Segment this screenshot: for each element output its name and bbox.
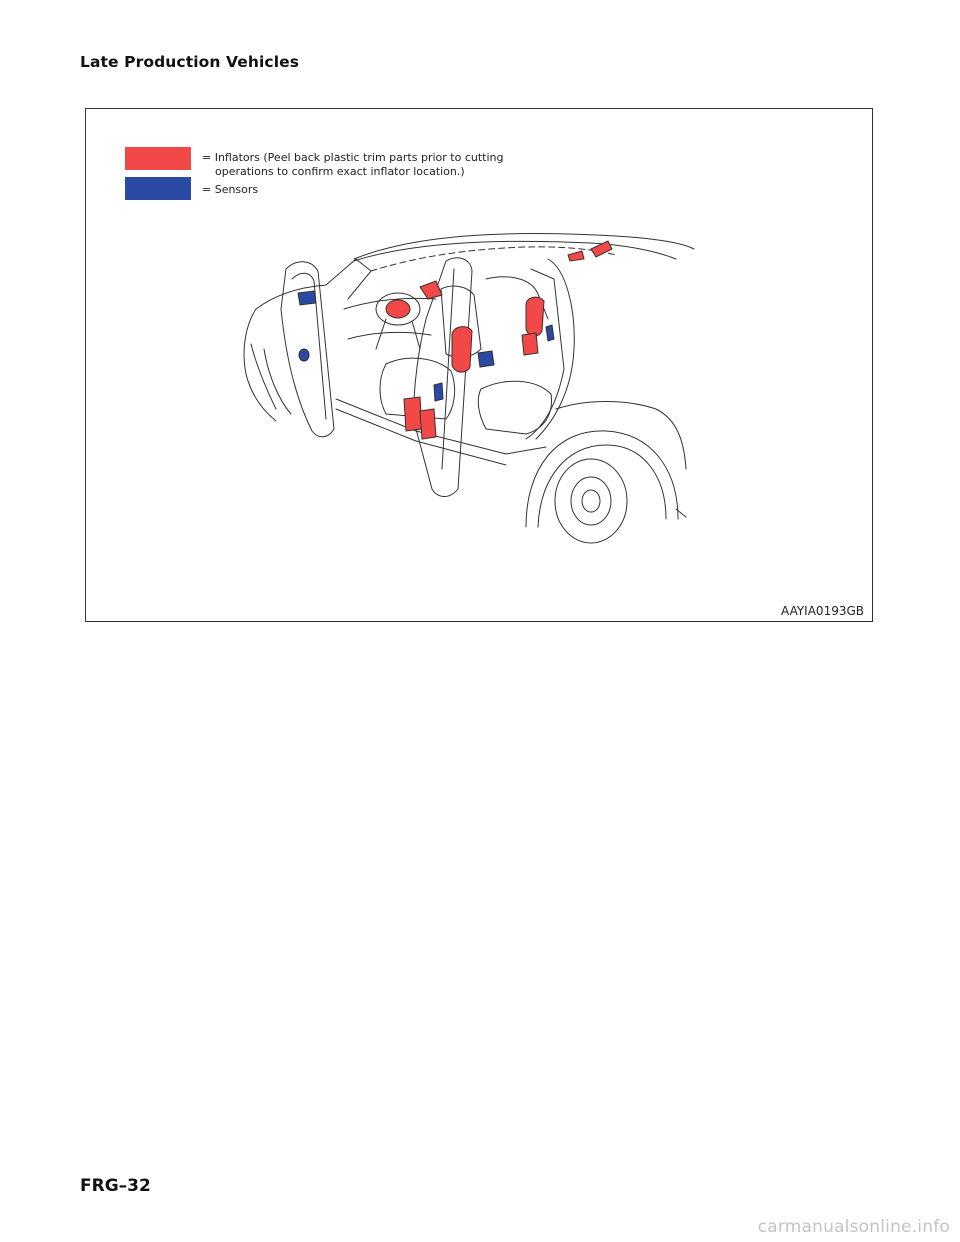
section-title: Late Production Vehicles bbox=[80, 53, 300, 71]
seat-inflator-rear bbox=[526, 297, 544, 336]
sensor-legend-text: = Sensors bbox=[202, 183, 259, 196]
sensor-markers bbox=[298, 291, 554, 401]
page-number: FRG–32 bbox=[80, 1176, 151, 1196]
rear-wheel bbox=[555, 459, 627, 543]
front-sensor bbox=[298, 291, 316, 305]
driver-airbag-inflator bbox=[386, 300, 410, 318]
inflator-markers bbox=[386, 241, 612, 439]
roof-outline bbox=[354, 234, 694, 259]
rear-seat bbox=[478, 381, 551, 434]
seat-inflator-center bbox=[452, 327, 472, 372]
rocker-inflator-1 bbox=[404, 397, 422, 431]
vehicle-illustration bbox=[86, 109, 872, 621]
hood-outline bbox=[244, 309, 276, 421]
rear-sensor bbox=[546, 325, 554, 341]
rear-door bbox=[414, 258, 472, 497]
rear-seat-buckle-inflator bbox=[522, 333, 538, 355]
center-sensor bbox=[478, 351, 494, 367]
curtain-inflator-mid bbox=[568, 251, 584, 261]
pillar-sensor bbox=[434, 383, 443, 401]
inflator-legend-line2: operations to confirm exact inflator location.) bbox=[215, 165, 465, 178]
watermark: carmanualsonline.info bbox=[757, 1217, 950, 1237]
inflator-legend-line1: = Inflators (Peel back plastic trim parts prior to cutting bbox=[202, 151, 504, 164]
door-sensor bbox=[299, 349, 309, 361]
airbag-location-figure bbox=[85, 108, 873, 622]
rocker-inflator-2 bbox=[420, 409, 436, 439]
figure-code: AAYIA0193GB bbox=[781, 604, 864, 618]
front-door-left bbox=[281, 262, 334, 437]
